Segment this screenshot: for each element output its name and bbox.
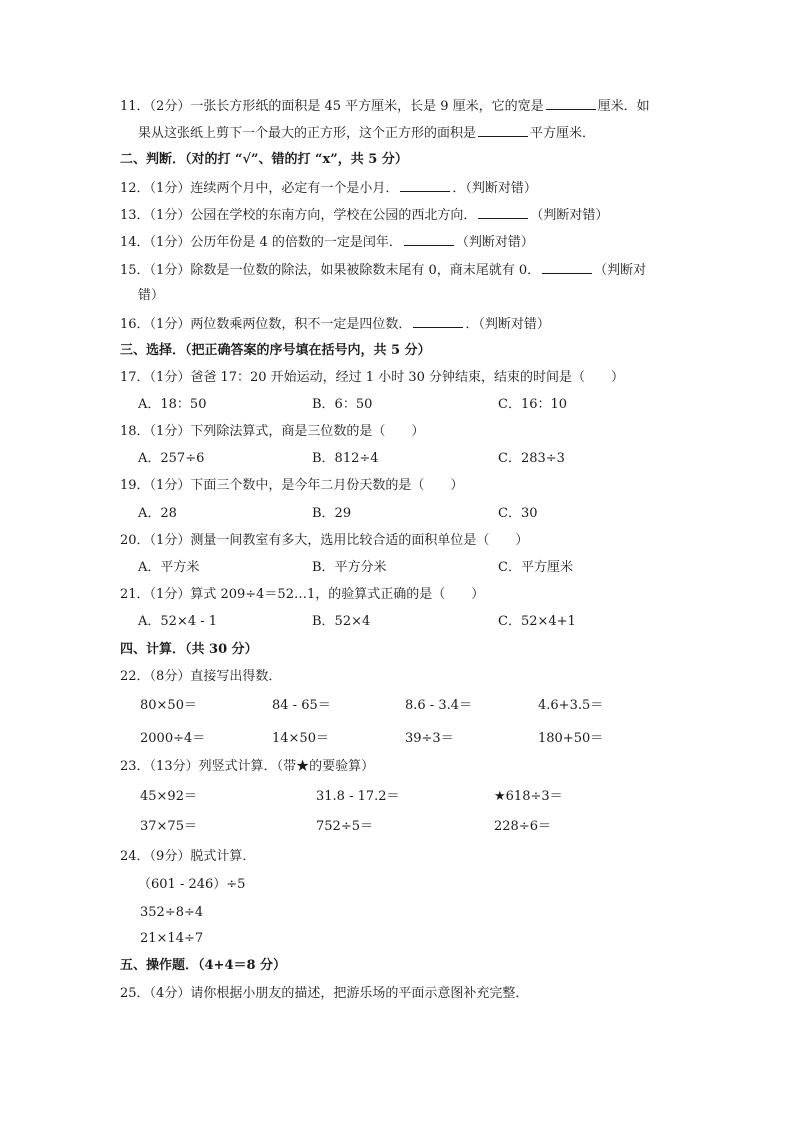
- q24-item: （601 - 246）÷5: [138, 877, 246, 892]
- answer-blank[interactable]: [546, 96, 596, 110]
- q17-option-c[interactable]: C．16：10: [498, 397, 568, 412]
- question-22: 22．（8分）直接写出得数．: [120, 669, 282, 684]
- answer-blank[interactable]: [400, 178, 450, 192]
- question-14: 14．（1分）公历年份是 4 的倍数的一定是闰年． （判断对错）: [120, 232, 534, 250]
- q19-option-c[interactable]: C．30: [498, 506, 538, 521]
- section-4-heading: 四、计算．（共 30 分）: [120, 642, 258, 657]
- q23-item: 45×92＝: [140, 789, 197, 804]
- question-12: 12．（1分）连续两个月中，必定有一个是小月． ．（判断对错）: [120, 178, 537, 196]
- q24-item: 21×14÷7: [140, 931, 204, 946]
- q22-item: 80×50＝: [140, 698, 197, 713]
- question-23: 23．（13分）列竖式计算．（带★的要验算）: [120, 759, 375, 774]
- q22-item: 4.6+3.5＝: [538, 698, 604, 713]
- q18-option-c[interactable]: C．283÷3: [498, 451, 565, 466]
- q21-option-a[interactable]: A．52×4 - 1: [138, 614, 218, 629]
- question-15-line-2: 错）: [138, 288, 165, 303]
- q22-item: 84 - 65＝: [272, 698, 331, 713]
- q23-item: 228÷6＝: [494, 819, 551, 834]
- question-20: 20．（1分）测量一间教室有多大，选用比较合适的面积单位是（ ）: [120, 533, 529, 548]
- q18-option-b[interactable]: B．812÷4: [312, 451, 379, 466]
- q22-item: 39÷3＝: [405, 731, 454, 746]
- q18-option-a[interactable]: A．257÷6: [138, 451, 205, 466]
- question-16: 16．（1分）两位数乘两位数，积不一定是四位数． ．（判断对错）: [120, 314, 550, 332]
- q20-option-b[interactable]: B．平方分米: [312, 560, 387, 575]
- section-2-heading: 二、判断．（对的打 “√”、错的打 “x”，共 5 分）: [120, 152, 408, 167]
- q23-item: ★618÷3＝: [494, 789, 563, 804]
- q22-item: 8.6 - 3.4＝: [405, 698, 473, 713]
- q21-option-c[interactable]: C．52×4+1: [498, 614, 576, 629]
- answer-blank[interactable]: [478, 123, 528, 137]
- q19-option-a[interactable]: A．28: [138, 506, 177, 521]
- q21-option-b[interactable]: B．52×4: [312, 614, 371, 629]
- question-18: 18．（1分）下列除法算式，商是三位数的是（ ）: [120, 424, 425, 439]
- question-25: 25．（4分）请你根据小朋友的描述，把游乐场的平面示意图补充完整．: [120, 986, 529, 1001]
- question-24: 24．（9分）脱式计算．: [120, 849, 256, 864]
- question-19: 19．（1分）下面三个数中，是今年二月份天数的是（ ）: [120, 478, 464, 493]
- answer-blank[interactable]: [404, 232, 454, 246]
- section-3-heading: 三、选择．（把正确答案的序号填在括号内，共 5 分）: [120, 343, 431, 358]
- question-21: 21．（1分）算式 209÷4＝52…1，的验算式正确的是（ ）: [120, 587, 485, 602]
- question-15-line-1: 15．（1分）除数是一位数的除法，如果被除数末尾有 0，商末尾就有 0． （判断对: [120, 260, 646, 278]
- answer-blank[interactable]: [542, 260, 592, 274]
- q20-option-c[interactable]: C．平方厘米: [498, 560, 573, 575]
- q22-item: 14×50＝: [272, 731, 329, 746]
- q24-item: 352÷8÷4: [140, 905, 204, 920]
- q23-item: 752÷5＝: [316, 819, 373, 834]
- q23-item: 37×75＝: [140, 819, 197, 834]
- question-13: 13．（1分）公园在学校的东南方向，学校在公园的西北方向． （判断对错）: [120, 205, 608, 223]
- question-17: 17．（1分）爸爸 17：20 开始运动，经过 1 小时 30 分钟结束，结束的时间是（ ）: [120, 370, 625, 385]
- question-11-line-1: 11．（2分）一张长方形纸的面积是 45 平方厘米，长是 9 厘米，它的宽是 厘米．如: [120, 96, 650, 114]
- question-11-line-2: 果从这张纸上剪下一个最大的正方形，这个正方形的面积是 平方厘米．: [138, 123, 595, 141]
- q19-option-b[interactable]: B．29: [312, 506, 352, 521]
- q20-option-a[interactable]: A．平方米: [138, 560, 200, 575]
- q22-item: 2000÷4＝: [140, 731, 206, 746]
- q17-option-a[interactable]: A．18：50: [138, 397, 207, 412]
- answer-blank[interactable]: [413, 314, 463, 328]
- q22-item: 180+50＝: [538, 731, 604, 746]
- q17-option-b[interactable]: B．6：50: [312, 397, 373, 412]
- q23-item: 31.8 - 17.2＝: [316, 789, 400, 804]
- answer-blank[interactable]: [478, 205, 528, 219]
- section-5-heading: 五、操作题．（4+4＝8 分）: [120, 958, 287, 973]
